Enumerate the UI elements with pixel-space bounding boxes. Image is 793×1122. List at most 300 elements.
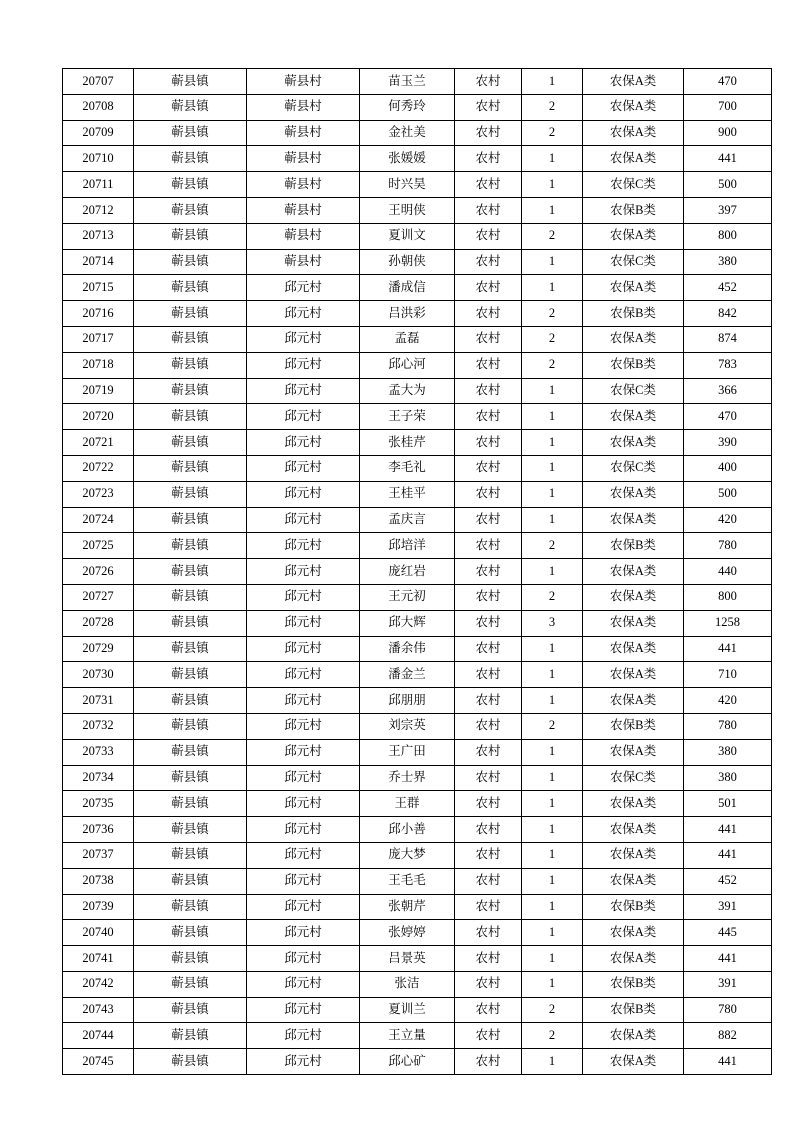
cell-amount: 445 (684, 920, 772, 946)
cell-category: 农村 (455, 69, 522, 95)
cell-category: 农村 (455, 223, 522, 249)
cell-village: 邱元村 (247, 1023, 360, 1049)
cell-name: 邱小善 (360, 817, 455, 843)
cell-town: 蕲县镇 (134, 791, 247, 817)
cell-id: 20728 (63, 610, 134, 636)
table-row (63, 971, 772, 997)
cell-amount: 420 (684, 507, 772, 533)
cell-insurance_type: 农保A类 (583, 404, 684, 430)
cell-category: 农村 (455, 172, 522, 198)
cell-amount: 441 (684, 1049, 772, 1075)
table-row (63, 223, 772, 249)
cell-amount: 501 (684, 791, 772, 817)
table-row (63, 507, 772, 533)
cell-name: 时兴昊 (360, 172, 455, 198)
cell-count: 1 (522, 378, 583, 404)
cell-town: 蕲县镇 (134, 610, 247, 636)
cell-id: 20713 (63, 223, 134, 249)
cell-id: 20717 (63, 326, 134, 352)
cell-id: 20739 (63, 894, 134, 920)
cell-amount: 390 (684, 430, 772, 456)
cell-insurance_type: 农保B类 (583, 997, 684, 1023)
cell-count: 1 (522, 868, 583, 894)
cell-amount: 900 (684, 120, 772, 146)
cell-village: 蕲县村 (247, 197, 360, 223)
cell-category: 农村 (455, 662, 522, 688)
cell-amount: 441 (684, 946, 772, 972)
cell-id: 20727 (63, 584, 134, 610)
cell-amount: 800 (684, 584, 772, 610)
table-row (63, 791, 772, 817)
table-row (63, 842, 772, 868)
cell-insurance_type: 农保A类 (583, 69, 684, 95)
cell-town: 蕲县镇 (134, 971, 247, 997)
cell-village: 蕲县村 (247, 69, 360, 95)
table-row (63, 1023, 772, 1049)
cell-count: 1 (522, 507, 583, 533)
cell-count: 2 (522, 301, 583, 327)
cell-town: 蕲县镇 (134, 275, 247, 301)
cell-town: 蕲县镇 (134, 223, 247, 249)
cell-town: 蕲县镇 (134, 404, 247, 430)
cell-name: 何秀玲 (360, 94, 455, 120)
table-row (63, 868, 772, 894)
cell-village: 邱元村 (247, 894, 360, 920)
cell-category: 农村 (455, 301, 522, 327)
cell-village: 邱元村 (247, 352, 360, 378)
cell-category: 农村 (455, 275, 522, 301)
cell-name: 乔士界 (360, 765, 455, 791)
cell-category: 农村 (455, 946, 522, 972)
table-row (63, 636, 772, 662)
cell-name: 潘余伟 (360, 636, 455, 662)
cell-amount: 391 (684, 894, 772, 920)
cell-count: 1 (522, 842, 583, 868)
cell-insurance_type: 农保A类 (583, 817, 684, 843)
cell-town: 蕲县镇 (134, 765, 247, 791)
cell-id: 20716 (63, 301, 134, 327)
cell-count: 1 (522, 791, 583, 817)
cell-name: 王毛毛 (360, 868, 455, 894)
cell-village: 邱元村 (247, 662, 360, 688)
cell-insurance_type: 农保B类 (583, 352, 684, 378)
cell-name: 潘金兰 (360, 662, 455, 688)
cell-town: 蕲县镇 (134, 559, 247, 585)
cell-amount: 441 (684, 842, 772, 868)
cell-insurance_type: 农保A类 (583, 791, 684, 817)
cell-amount: 500 (684, 481, 772, 507)
cell-name: 王桂平 (360, 481, 455, 507)
cell-count: 1 (522, 817, 583, 843)
cell-insurance_type: 农保A类 (583, 842, 684, 868)
cell-category: 农村 (455, 559, 522, 585)
cell-village: 邱元村 (247, 1049, 360, 1075)
cell-name: 庞大梦 (360, 842, 455, 868)
cell-amount: 780 (684, 713, 772, 739)
cell-amount: 780 (684, 997, 772, 1023)
cell-id: 20735 (63, 791, 134, 817)
cell-village: 蕲县村 (247, 249, 360, 275)
table-row (63, 662, 772, 688)
cell-id: 20737 (63, 842, 134, 868)
cell-amount: 780 (684, 533, 772, 559)
table-row (63, 894, 772, 920)
cell-village: 邱元村 (247, 378, 360, 404)
cell-id: 20714 (63, 249, 134, 275)
cell-count: 1 (522, 946, 583, 972)
cell-name: 孟磊 (360, 326, 455, 352)
cell-category: 农村 (455, 713, 522, 739)
table-row (63, 584, 772, 610)
cell-village: 蕲县村 (247, 172, 360, 198)
cell-count: 1 (522, 455, 583, 481)
cell-amount: 842 (684, 301, 772, 327)
cell-count: 1 (522, 920, 583, 946)
cell-amount: 452 (684, 868, 772, 894)
cell-insurance_type: 农保A类 (583, 946, 684, 972)
table-row (63, 739, 772, 765)
cell-count: 1 (522, 275, 583, 301)
cell-name: 邱大辉 (360, 610, 455, 636)
cell-id: 20710 (63, 146, 134, 172)
cell-count: 1 (522, 404, 583, 430)
cell-count: 2 (522, 1023, 583, 1049)
cell-count: 2 (522, 120, 583, 146)
table-row (63, 610, 772, 636)
cell-category: 农村 (455, 791, 522, 817)
cell-count: 1 (522, 69, 583, 95)
cell-village: 邱元村 (247, 971, 360, 997)
table-row (63, 533, 772, 559)
cell-town: 蕲县镇 (134, 688, 247, 714)
cell-category: 农村 (455, 1023, 522, 1049)
cell-amount: 441 (684, 636, 772, 662)
cell-count: 1 (522, 430, 583, 456)
cell-count: 1 (522, 146, 583, 172)
cell-category: 农村 (455, 404, 522, 430)
cell-town: 蕲县镇 (134, 894, 247, 920)
cell-amount: 800 (684, 223, 772, 249)
cell-amount: 470 (684, 69, 772, 95)
table-row (63, 946, 772, 972)
cell-village: 邱元村 (247, 404, 360, 430)
cell-insurance_type: 农保C类 (583, 455, 684, 481)
cell-category: 农村 (455, 430, 522, 456)
cell-village: 邱元村 (247, 455, 360, 481)
cell-id: 20734 (63, 765, 134, 791)
cell-village: 邱元村 (247, 326, 360, 352)
cell-insurance_type: 农保B类 (583, 533, 684, 559)
cell-village: 邱元村 (247, 739, 360, 765)
table-row (63, 404, 772, 430)
cell-name: 夏训文 (360, 223, 455, 249)
cell-name: 邱心矿 (360, 1049, 455, 1075)
cell-insurance_type: 农保A类 (583, 120, 684, 146)
cell-id: 20724 (63, 507, 134, 533)
cell-count: 1 (522, 636, 583, 662)
table-body (63, 69, 772, 1075)
cell-amount: 783 (684, 352, 772, 378)
cell-town: 蕲县镇 (134, 326, 247, 352)
cell-id: 20733 (63, 739, 134, 765)
cell-name: 王元初 (360, 584, 455, 610)
cell-insurance_type: 农保A类 (583, 146, 684, 172)
cell-village: 蕲县村 (247, 146, 360, 172)
cell-name: 孙朝侠 (360, 249, 455, 275)
cell-insurance_type: 农保A类 (583, 430, 684, 456)
cell-town: 蕲县镇 (134, 997, 247, 1023)
cell-amount: 380 (684, 765, 772, 791)
cell-count: 2 (522, 713, 583, 739)
cell-name: 张朝芹 (360, 894, 455, 920)
cell-amount: 882 (684, 1023, 772, 1049)
cell-village: 蕲县村 (247, 223, 360, 249)
cell-id: 20711 (63, 172, 134, 198)
cell-insurance_type: 农保A类 (583, 688, 684, 714)
cell-village: 邱元村 (247, 481, 360, 507)
cell-name: 夏训兰 (360, 997, 455, 1023)
cell-insurance_type: 农保C类 (583, 172, 684, 198)
cell-village: 邱元村 (247, 765, 360, 791)
cell-village: 邱元村 (247, 920, 360, 946)
cell-village: 邱元村 (247, 584, 360, 610)
cell-category: 农村 (455, 94, 522, 120)
cell-village: 邱元村 (247, 688, 360, 714)
cell-amount: 500 (684, 172, 772, 198)
cell-count: 2 (522, 94, 583, 120)
cell-name: 张媛媛 (360, 146, 455, 172)
cell-amount: 452 (684, 275, 772, 301)
cell-id: 20741 (63, 946, 134, 972)
cell-id: 20743 (63, 997, 134, 1023)
table-row (63, 688, 772, 714)
cell-insurance_type: 农保A类 (583, 275, 684, 301)
cell-town: 蕲县镇 (134, 249, 247, 275)
cell-id: 20721 (63, 430, 134, 456)
cell-name: 张洁 (360, 971, 455, 997)
cell-town: 蕲县镇 (134, 481, 247, 507)
cell-name: 孟大为 (360, 378, 455, 404)
table-row (63, 197, 772, 223)
cell-town: 蕲县镇 (134, 842, 247, 868)
cell-count: 2 (522, 997, 583, 1023)
cell-village: 邱元村 (247, 507, 360, 533)
cell-count: 1 (522, 172, 583, 198)
cell-village: 邱元村 (247, 301, 360, 327)
cell-name: 王群 (360, 791, 455, 817)
cell-amount: 441 (684, 146, 772, 172)
cell-count: 1 (522, 765, 583, 791)
cell-category: 农村 (455, 533, 522, 559)
cell-id: 20729 (63, 636, 134, 662)
cell-id: 20712 (63, 197, 134, 223)
cell-count: 2 (522, 223, 583, 249)
cell-count: 1 (522, 662, 583, 688)
cell-category: 农村 (455, 507, 522, 533)
cell-name: 孟庆言 (360, 507, 455, 533)
cell-amount: 400 (684, 455, 772, 481)
cell-town: 蕲县镇 (134, 817, 247, 843)
cell-village: 邱元村 (247, 791, 360, 817)
cell-village: 邱元村 (247, 430, 360, 456)
table-row (63, 920, 772, 946)
cell-category: 农村 (455, 146, 522, 172)
cell-name: 吕洪彩 (360, 301, 455, 327)
cell-insurance_type: 农保A类 (583, 326, 684, 352)
cell-count: 1 (522, 1049, 583, 1075)
cell-amount: 470 (684, 404, 772, 430)
cell-insurance_type: 农保A类 (583, 1023, 684, 1049)
cell-village: 邱元村 (247, 610, 360, 636)
cell-id: 20731 (63, 688, 134, 714)
cell-amount: 366 (684, 378, 772, 404)
cell-amount: 1258 (684, 610, 772, 636)
cell-insurance_type: 农保A类 (583, 868, 684, 894)
table-row (63, 172, 772, 198)
table-row (63, 559, 772, 585)
cell-id: 20742 (63, 971, 134, 997)
table-row (63, 765, 772, 791)
cell-id: 20732 (63, 713, 134, 739)
table-row (63, 430, 772, 456)
cell-category: 农村 (455, 868, 522, 894)
table-row (63, 94, 772, 120)
table-row (63, 378, 772, 404)
cell-amount: 440 (684, 559, 772, 585)
cell-amount: 391 (684, 971, 772, 997)
cell-name: 王立量 (360, 1023, 455, 1049)
cell-insurance_type: 农保A类 (583, 584, 684, 610)
cell-count: 1 (522, 971, 583, 997)
cell-town: 蕲县镇 (134, 946, 247, 972)
cell-category: 农村 (455, 817, 522, 843)
cell-village: 邱元村 (247, 868, 360, 894)
cell-insurance_type: 农保B类 (583, 301, 684, 327)
cell-id: 20744 (63, 1023, 134, 1049)
cell-category: 农村 (455, 249, 522, 275)
cell-category: 农村 (455, 739, 522, 765)
cell-count: 1 (522, 481, 583, 507)
cell-name: 邱朋朋 (360, 688, 455, 714)
table-row (63, 326, 772, 352)
cell-town: 蕲县镇 (134, 172, 247, 198)
cell-category: 农村 (455, 894, 522, 920)
cell-town: 蕲县镇 (134, 352, 247, 378)
cell-insurance_type: 农保A类 (583, 559, 684, 585)
cell-category: 农村 (455, 120, 522, 146)
cell-count: 2 (522, 584, 583, 610)
cell-category: 农村 (455, 610, 522, 636)
cell-id: 20723 (63, 481, 134, 507)
cell-category: 农村 (455, 455, 522, 481)
cell-insurance_type: 农保C类 (583, 249, 684, 275)
cell-name: 吕景英 (360, 946, 455, 972)
cell-count: 3 (522, 610, 583, 636)
cell-village: 邱元村 (247, 946, 360, 972)
cell-insurance_type: 农保B类 (583, 713, 684, 739)
cell-village: 邱元村 (247, 636, 360, 662)
cell-village: 邱元村 (247, 842, 360, 868)
cell-insurance_type: 农保A类 (583, 94, 684, 120)
cell-amount: 710 (684, 662, 772, 688)
cell-amount: 700 (684, 94, 772, 120)
cell-name: 庞红岩 (360, 559, 455, 585)
cell-category: 农村 (455, 688, 522, 714)
cell-category: 农村 (455, 1049, 522, 1075)
cell-insurance_type: 农保A类 (583, 223, 684, 249)
cell-town: 蕲县镇 (134, 94, 247, 120)
cell-town: 蕲县镇 (134, 739, 247, 765)
cell-amount: 397 (684, 197, 772, 223)
cell-village: 邱元村 (247, 997, 360, 1023)
cell-town: 蕲县镇 (134, 533, 247, 559)
cell-count: 2 (522, 533, 583, 559)
cell-id: 20708 (63, 94, 134, 120)
cell-village: 邱元村 (247, 275, 360, 301)
cell-insurance_type: 农保A类 (583, 507, 684, 533)
cell-name: 王明侠 (360, 197, 455, 223)
cell-id: 20736 (63, 817, 134, 843)
cell-id: 20738 (63, 868, 134, 894)
cell-count: 1 (522, 559, 583, 585)
cell-count: 1 (522, 739, 583, 765)
cell-id: 20730 (63, 662, 134, 688)
cell-count: 1 (522, 197, 583, 223)
table-row (63, 69, 772, 95)
cell-name: 王广田 (360, 739, 455, 765)
cell-town: 蕲县镇 (134, 1049, 247, 1075)
cell-insurance_type: 农保A类 (583, 739, 684, 765)
table-row (63, 997, 772, 1023)
cell-town: 蕲县镇 (134, 920, 247, 946)
cell-town: 蕲县镇 (134, 69, 247, 95)
cell-count: 2 (522, 326, 583, 352)
cell-insurance_type: 农保B类 (583, 894, 684, 920)
cell-town: 蕲县镇 (134, 430, 247, 456)
table-row (63, 249, 772, 275)
cell-insurance_type: 农保A类 (583, 610, 684, 636)
cell-town: 蕲县镇 (134, 1023, 247, 1049)
cell-name: 金社美 (360, 120, 455, 146)
table-row (63, 352, 772, 378)
cell-category: 农村 (455, 352, 522, 378)
cell-village: 蕲县村 (247, 120, 360, 146)
cell-insurance_type: 农保B类 (583, 971, 684, 997)
cell-category: 农村 (455, 197, 522, 223)
table-row (63, 1049, 772, 1075)
cell-town: 蕲县镇 (134, 301, 247, 327)
cell-id: 20715 (63, 275, 134, 301)
cell-count: 1 (522, 688, 583, 714)
cell-village: 邱元村 (247, 713, 360, 739)
cell-id: 20720 (63, 404, 134, 430)
cell-name: 王子荣 (360, 404, 455, 430)
cell-id: 20707 (63, 69, 134, 95)
cell-amount: 380 (684, 739, 772, 765)
cell-name: 张桂芹 (360, 430, 455, 456)
cell-insurance_type: 农保C类 (583, 378, 684, 404)
cell-name: 张婷婷 (360, 920, 455, 946)
table-row (63, 146, 772, 172)
cell-category: 农村 (455, 842, 522, 868)
subsidy-table (62, 68, 772, 1075)
cell-town: 蕲县镇 (134, 584, 247, 610)
table-row (63, 455, 772, 481)
cell-category: 农村 (455, 920, 522, 946)
cell-town: 蕲县镇 (134, 868, 247, 894)
cell-count: 1 (522, 894, 583, 920)
table-row (63, 120, 772, 146)
